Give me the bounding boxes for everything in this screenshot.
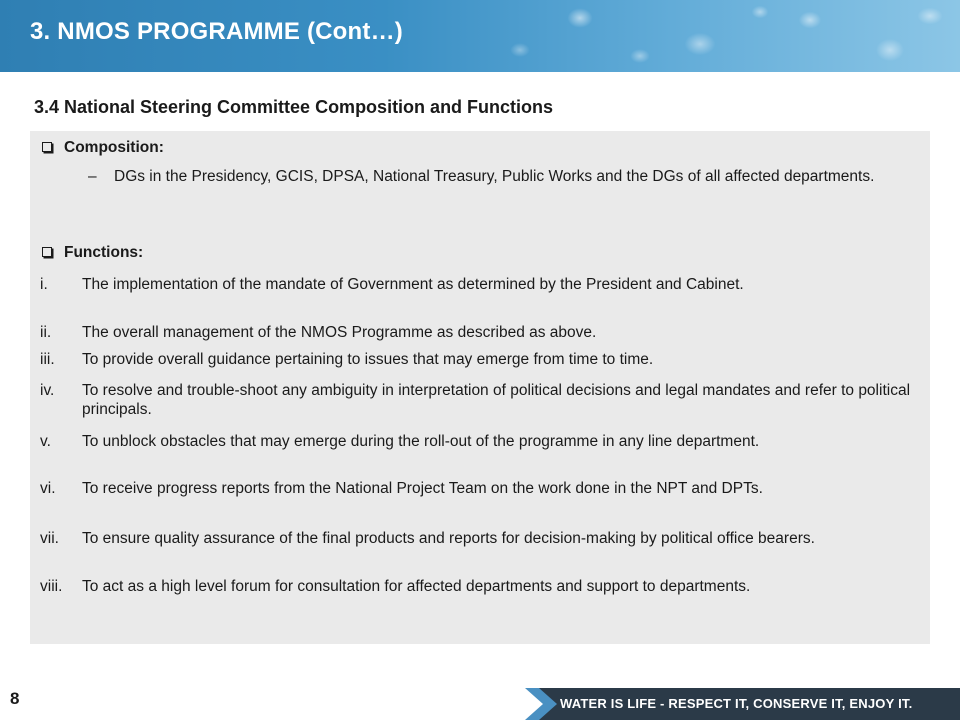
list-item — [40, 323, 920, 342]
header-band — [0, 0, 960, 72]
list-item — [40, 381, 920, 419]
page-number: 8 — [10, 689, 20, 708]
list-item-text: To receive progress reports from the National Project Team on the work done in the NPT and DPTs. — [82, 480, 763, 497]
list-number: vi. — [40, 480, 56, 497]
list-item-text: To resolve and trouble-shoot any ambiguity in interpretation of political decisions and legal mandates and refer to political principals. — [82, 382, 911, 418]
list-item-text: To ensure quality assurance of the final products and reports for decision-making by political office bearers. — [82, 530, 815, 547]
page-title: 3. NMOS PROGRAMME (Cont…) — [30, 18, 403, 45]
list-number: i. — [40, 276, 48, 293]
dash-marker: – — [88, 168, 97, 185]
list-number: vii. — [40, 530, 59, 547]
list-item — [40, 479, 920, 498]
list-number: viii. — [40, 578, 63, 595]
list-number: ii. — [40, 324, 52, 341]
section-subtitle: 3.4 National Steering Committee Composition and Functions — [34, 97, 554, 117]
list-item — [40, 275, 920, 294]
composition-heading — [42, 139, 164, 157]
list-item — [40, 350, 920, 369]
list-number: iii. — [40, 351, 55, 368]
list-item-text: The overall management of the NMOS Programme as described as above. — [82, 324, 597, 341]
list-item — [40, 577, 920, 596]
list-number: iv. — [40, 382, 55, 399]
list-item-text: To provide overall guidance pertaining to issues that may emerge from time to time. — [82, 351, 654, 368]
list-item-text: To unblock obstacles that may emerge during the roll-out of the programme in any line department. — [82, 433, 760, 450]
checkbox-bullet-icon — [42, 142, 52, 152]
composition-heading-label: Composition: — [64, 139, 164, 156]
list-item-text: The implementation of the mandate of Government as determined by the President and Cabinet. — [82, 276, 744, 293]
list-item — [40, 529, 920, 548]
functions-heading-label: Functions: — [64, 244, 144, 261]
functions-heading — [42, 244, 143, 262]
list-number: v. — [40, 433, 51, 450]
list-item — [40, 432, 920, 451]
list-item — [88, 167, 918, 186]
list-item-text: To act as a high level forum for consultation for affected departments and support to departments. — [82, 578, 751, 595]
footer-slogan: WATER IS LIFE - RESPECT IT, CONSERVE IT, ENJOY IT. — [560, 696, 913, 711]
list-item-text: DGs in the Presidency, GCIS, DPSA, National Treasury, Public Works and the DGs of all affected departments. — [114, 168, 875, 185]
checkbox-bullet-icon — [42, 247, 52, 257]
